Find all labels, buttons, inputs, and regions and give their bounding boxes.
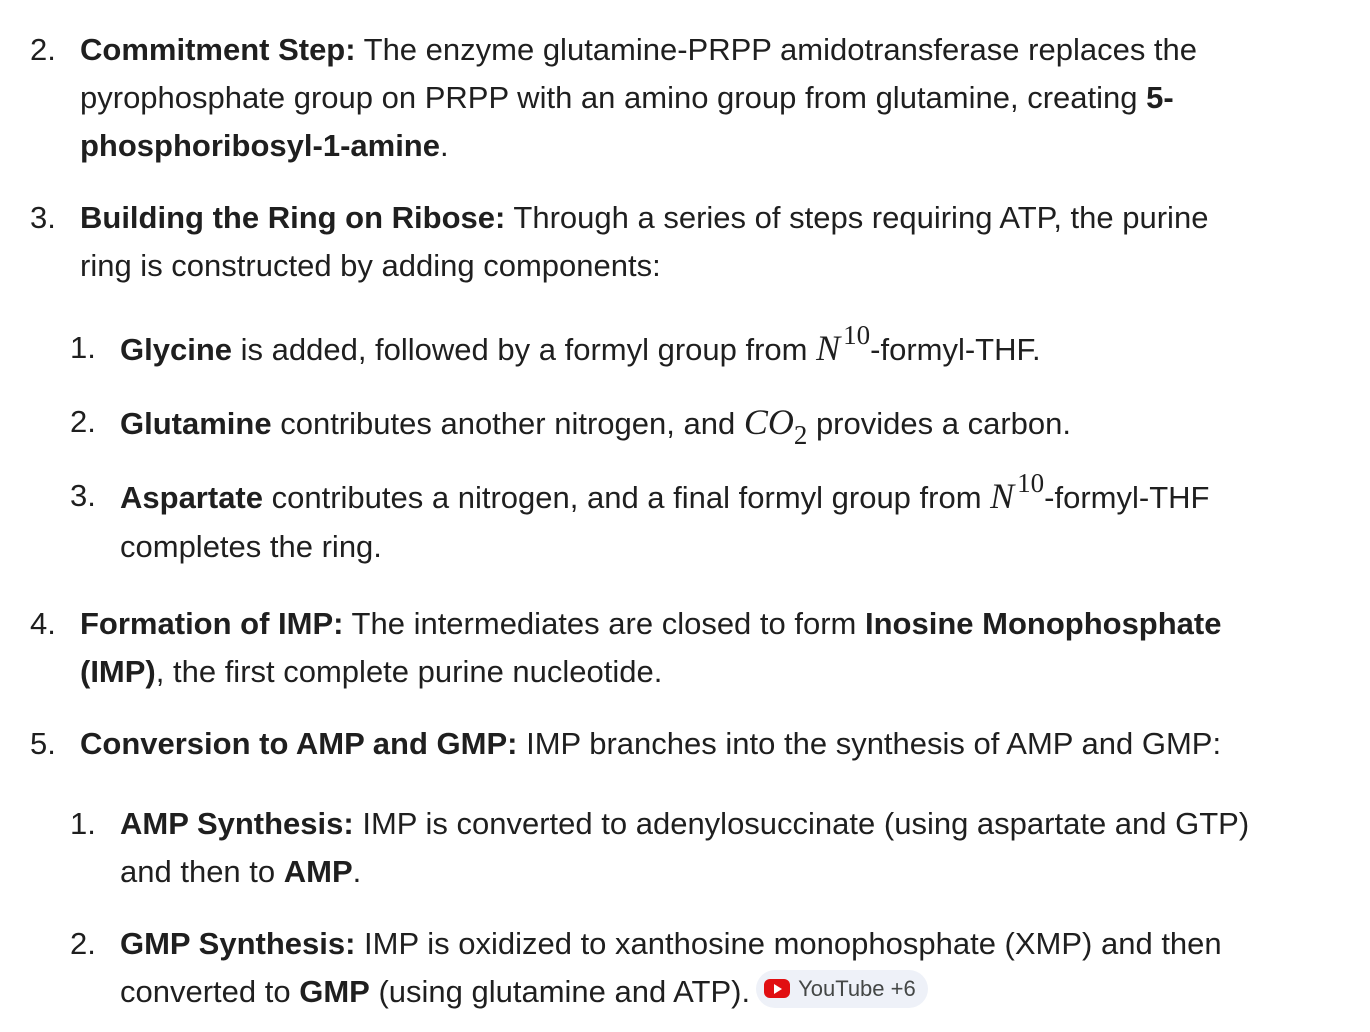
math-superscript: 10 [843, 320, 871, 350]
item-heading: Building the Ring on Ribose: [80, 200, 506, 235]
list-item-text [120, 920, 1360, 1016]
bold-term: Inosine Monophosphate [865, 606, 1222, 641]
list-number: 2. [30, 32, 56, 67]
source-chip-label: YouTube +6 [798, 975, 916, 1001]
item-heading: Commitment Step: [80, 32, 356, 67]
bold-term: Glycine [120, 332, 232, 367]
list-item-text [80, 720, 1350, 768]
item-text: The intermediates are closed to form [343, 606, 865, 641]
item-text: . [352, 854, 362, 889]
item-text: and then to [120, 854, 284, 889]
math-superscript: 10 [1017, 468, 1045, 498]
item-text: ring is constructed by adding components: [80, 248, 661, 283]
bold-term: AMP [283, 854, 353, 889]
list-number: 1. [70, 330, 96, 365]
youtube-icon [764, 979, 790, 998]
text-line [80, 74, 1350, 122]
item-text: . [439, 128, 449, 163]
bold-term: 5- [1146, 80, 1174, 115]
item-heading: Formation of IMP: [80, 606, 344, 641]
bold-term: (IMP) [80, 654, 156, 689]
list-item-text [120, 468, 1360, 571]
list-number: 5. [30, 726, 56, 761]
math-base: CO [743, 402, 794, 442]
text-line [80, 648, 1350, 696]
list-number: 3. [30, 200, 56, 235]
item-heading: Conversion to AMP and GMP: [80, 726, 518, 761]
item-text: contributes a nitrogen, and a final formyl group from [263, 480, 991, 515]
item-text: provides a carbon. [807, 406, 1071, 441]
item-text: -formyl-THF. [870, 332, 1041, 367]
math-base: N [816, 328, 841, 368]
list-item-formation-imp [0, 600, 1370, 700]
text-line [120, 800, 1360, 848]
list-item-text [80, 600, 1350, 696]
math-expression [990, 468, 1045, 516]
bold-term: phosphoribosyl-1-amine [80, 128, 440, 163]
item-text: (using glutamine and ATP). [369, 974, 751, 1009]
item-text: The enzyme glutamine-PRPP amidotransferase replaces the [355, 32, 1198, 67]
bold-term: Glutamine [120, 406, 272, 441]
item-text: IMP is oxidized to xanthosine monophosphate (XMP) and then [355, 926, 1222, 961]
text-line [120, 468, 1360, 523]
list-item-commitment-step [0, 26, 1370, 176]
item-text: pyrophosphate group on PRPP with an amino group from glutamine, creating [80, 80, 1147, 115]
math-expression [743, 402, 808, 450]
text-line [80, 242, 1350, 290]
list-number: 3. [70, 478, 96, 513]
list-item-text [120, 320, 1350, 375]
source-chip[interactable] [756, 970, 928, 1008]
list-item-text [80, 194, 1350, 290]
sublist-item-amp-synthesis [0, 800, 1370, 900]
list-item-building-ring [0, 194, 1370, 294]
item-text: IMP is converted to adenylosuccinate (using aspartate and GTP) [353, 806, 1250, 841]
list-number: 2. [70, 404, 96, 439]
bold-term: Aspartate [120, 480, 263, 515]
list-item-text [80, 26, 1350, 170]
bold-term: AMP Synthesis: [120, 806, 354, 841]
text-line [80, 600, 1350, 648]
item-text: IMP branches into the synthesis of AMP and GMP: [517, 726, 1222, 761]
item-text: contributes another nitrogen, and [271, 406, 744, 441]
list-item-text [120, 398, 1350, 449]
item-text: is added, followed by a formyl group from [232, 332, 817, 367]
text-line [80, 26, 1350, 74]
text-line [120, 920, 1360, 968]
item-text: converted to [120, 974, 300, 1009]
list-number: 4. [30, 606, 56, 641]
sublist-item-aspartate [0, 468, 1370, 572]
sublist-item-gmp-synthesis [0, 920, 1370, 1020]
math-expression [816, 320, 871, 368]
list-number: 2. [70, 926, 96, 961]
text-line [80, 194, 1350, 242]
list-item-text [120, 800, 1360, 896]
text-line [120, 523, 1360, 571]
sublist-item-glycine [0, 320, 1370, 374]
math-base: N [990, 476, 1015, 516]
sublist-item-glutamine [0, 398, 1370, 448]
text-line [120, 968, 1360, 1016]
bold-term: GMP [299, 974, 370, 1009]
text-line [120, 848, 1360, 896]
list-item-conversion [0, 720, 1370, 770]
text-line [80, 122, 1350, 170]
list-number: 1. [70, 806, 96, 841]
item-text: Through a series of steps requiring ATP, the purine [505, 200, 1209, 235]
item-text: , the first complete purine nucleotide. [155, 654, 663, 689]
item-text: completes the ring. [120, 529, 382, 564]
item-text: -formyl-THF [1044, 480, 1210, 515]
bold-term: GMP Synthesis: [120, 926, 356, 961]
math-subscript: 2 [793, 420, 808, 450]
